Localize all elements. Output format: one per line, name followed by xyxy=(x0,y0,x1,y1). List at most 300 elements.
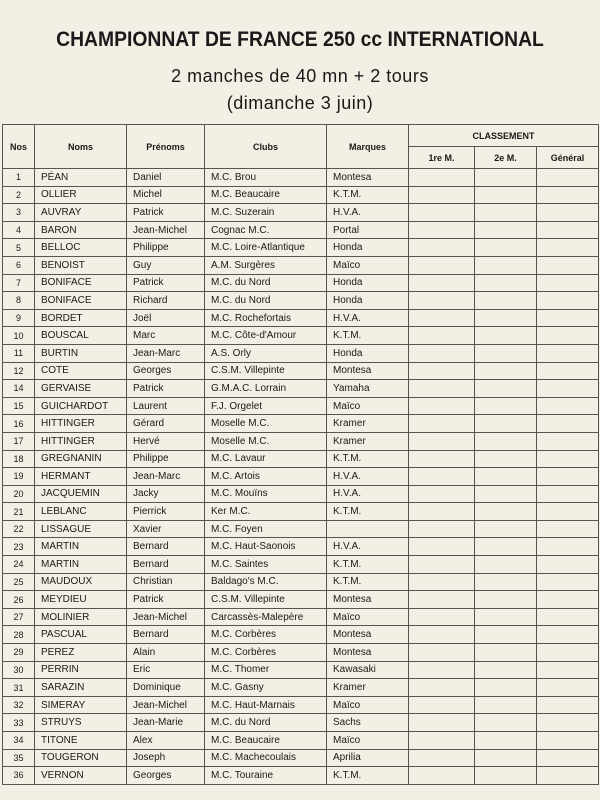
table-row xyxy=(3,767,599,785)
rider-brand: Maïco xyxy=(327,256,409,274)
result-manche-1 xyxy=(409,520,475,538)
rider-number: 23 xyxy=(3,538,35,556)
rider-lastname: MAUDOUX xyxy=(35,573,127,591)
result-manche-1 xyxy=(409,732,475,750)
rider-firstname: Xavier xyxy=(127,520,205,538)
rider-firstname: Michel xyxy=(127,186,205,204)
rider-firstname: Alain xyxy=(127,644,205,662)
result-manche-2 xyxy=(475,327,537,345)
rider-number: 31 xyxy=(3,679,35,697)
rider-brand: K.T.M. xyxy=(327,573,409,591)
rider-number: 15 xyxy=(3,397,35,415)
rider-lastname: COTE xyxy=(35,362,127,380)
rider-lastname: HITTINGER xyxy=(35,415,127,433)
rider-firstname: Bernard xyxy=(127,556,205,574)
rider-firstname: Guy xyxy=(127,256,205,274)
rider-lastname: PÉAN xyxy=(35,169,127,187)
rider-number: 6 xyxy=(3,256,35,274)
result-manche-1 xyxy=(409,767,475,785)
rider-number: 26 xyxy=(3,591,35,609)
rider-club: M.C. Loire-Atlantique xyxy=(205,239,327,257)
result-manche-2 xyxy=(475,344,537,362)
result-manche-1 xyxy=(409,608,475,626)
header-club: Clubs xyxy=(205,125,327,169)
table-row xyxy=(3,239,599,257)
result-general xyxy=(537,239,599,257)
rider-lastname: VERNON xyxy=(35,767,127,785)
rider-club: Cognac M.C. xyxy=(205,221,327,239)
rider-number: 9 xyxy=(3,309,35,327)
rider-brand: H.V.A. xyxy=(327,538,409,556)
rider-lastname: SARAZIN xyxy=(35,679,127,697)
result-general xyxy=(537,732,599,750)
result-general xyxy=(537,274,599,292)
result-general xyxy=(537,292,599,310)
result-manche-2 xyxy=(475,485,537,503)
result-general xyxy=(537,169,599,187)
result-general xyxy=(537,432,599,450)
result-manche-1 xyxy=(409,450,475,468)
result-manche-2 xyxy=(475,608,537,626)
table-row xyxy=(3,608,599,626)
rider-number: 33 xyxy=(3,714,35,732)
table-row xyxy=(3,732,599,750)
header-manche-2: 2e M. xyxy=(475,147,537,169)
race-format-subtitle: 2 manches de 40 mn + 2 tours xyxy=(171,66,429,86)
rider-number: 7 xyxy=(3,274,35,292)
result-general xyxy=(537,468,599,486)
result-general xyxy=(537,415,599,433)
rider-number: 28 xyxy=(3,626,35,644)
rider-lastname: LISSAGUE xyxy=(35,520,127,538)
result-general xyxy=(537,309,599,327)
rider-brand: K.T.M. xyxy=(327,767,409,785)
result-manche-1 xyxy=(409,714,475,732)
rider-firstname: Marc xyxy=(127,327,205,345)
rider-club: Baldago's M.C. xyxy=(205,573,327,591)
result-manche-1 xyxy=(409,309,475,327)
rider-brand: K.T.M. xyxy=(327,503,409,521)
rider-brand: K.T.M. xyxy=(327,450,409,468)
rider-firstname: Georges xyxy=(127,362,205,380)
result-manche-1 xyxy=(409,274,475,292)
rider-firstname: Hervé xyxy=(127,432,205,450)
header-classement: CLASSEMENT xyxy=(409,125,599,147)
rider-brand: Honda xyxy=(327,274,409,292)
rider-firstname: Philippe xyxy=(127,239,205,257)
rider-club: M.C. Gasny xyxy=(205,679,327,697)
rider-brand: Montesa xyxy=(327,644,409,662)
header-marque: Marques xyxy=(327,125,409,169)
rider-brand: Yamaha xyxy=(327,380,409,398)
rider-brand: Kramer xyxy=(327,679,409,697)
rider-firstname: Patrick xyxy=(127,274,205,292)
rider-number: 5 xyxy=(3,239,35,257)
rider-lastname: BENOIST xyxy=(35,256,127,274)
rider-club: G.M.A.C. Lorrain xyxy=(205,380,327,398)
rider-number: 24 xyxy=(3,556,35,574)
rider-number: 11 xyxy=(3,344,35,362)
rider-lastname: PEREZ xyxy=(35,644,127,662)
rider-firstname: Jean-Michel xyxy=(127,608,205,626)
table-row xyxy=(3,696,599,714)
rider-firstname: Richard xyxy=(127,292,205,310)
result-manche-1 xyxy=(409,468,475,486)
rider-club: M.C. Touraine xyxy=(205,767,327,785)
result-general xyxy=(537,679,599,697)
rider-lastname: TITONE xyxy=(35,732,127,750)
rider-firstname: Christian xyxy=(127,573,205,591)
result-general xyxy=(537,767,599,785)
rider-club: M.C. Machecoulais xyxy=(205,749,327,767)
result-manche-2 xyxy=(475,186,537,204)
result-manche-2 xyxy=(475,732,537,750)
table-row xyxy=(3,380,599,398)
rider-brand: Honda xyxy=(327,344,409,362)
table-row xyxy=(3,309,599,327)
result-general xyxy=(537,450,599,468)
result-manche-1 xyxy=(409,169,475,187)
rider-brand: Montesa xyxy=(327,626,409,644)
table-row xyxy=(3,556,599,574)
result-manche-2 xyxy=(475,274,537,292)
rider-club: C.S.M. Villepinte xyxy=(205,362,327,380)
table-row xyxy=(3,485,599,503)
rider-firstname: Philippe xyxy=(127,450,205,468)
table-row xyxy=(3,644,599,662)
rider-number: 25 xyxy=(3,573,35,591)
rider-number: 20 xyxy=(3,485,35,503)
result-manche-2 xyxy=(475,169,537,187)
table-row xyxy=(3,661,599,679)
rider-club: M.C. Artois xyxy=(205,468,327,486)
header-no: Nos xyxy=(3,125,35,169)
rider-list xyxy=(3,169,599,785)
page-title: CHAMPIONNAT DE FRANCE 250 cc INTERNATIONAL xyxy=(56,28,544,51)
rider-lastname: BONIFACE xyxy=(35,292,127,310)
result-manche-2 xyxy=(475,661,537,679)
rider-lastname: BURTIN xyxy=(35,344,127,362)
rider-brand: Maïco xyxy=(327,608,409,626)
result-manche-2 xyxy=(475,450,537,468)
result-manche-1 xyxy=(409,538,475,556)
rider-firstname: Bernard xyxy=(127,626,205,644)
rider-number: 10 xyxy=(3,327,35,345)
result-manche-1 xyxy=(409,397,475,415)
table-row xyxy=(3,186,599,204)
result-general xyxy=(537,503,599,521)
result-manche-2 xyxy=(475,221,537,239)
rider-brand: Montesa xyxy=(327,169,409,187)
rider-number: 14 xyxy=(3,380,35,398)
result-general xyxy=(537,186,599,204)
result-manche-2 xyxy=(475,714,537,732)
result-general xyxy=(537,520,599,538)
result-manche-1 xyxy=(409,556,475,574)
results-table xyxy=(2,124,599,785)
rider-club: Carcassès-Malepère xyxy=(205,608,327,626)
result-manche-2 xyxy=(475,538,537,556)
rider-club: M.C. Haut-Saonois xyxy=(205,538,327,556)
result-manche-2 xyxy=(475,256,537,274)
rider-brand: Portal xyxy=(327,221,409,239)
result-manche-2 xyxy=(475,415,537,433)
rider-club: M.C. Corbères xyxy=(205,644,327,662)
result-general xyxy=(537,256,599,274)
rider-number: 36 xyxy=(3,767,35,785)
result-general xyxy=(537,749,599,767)
result-manche-1 xyxy=(409,432,475,450)
table-row xyxy=(3,503,599,521)
rider-club: M.C. du Nord xyxy=(205,292,327,310)
result-manche-1 xyxy=(409,327,475,345)
rider-firstname: Pierrick xyxy=(127,503,205,521)
result-general xyxy=(537,556,599,574)
rider-number: 29 xyxy=(3,644,35,662)
rider-club: M.C. du Nord xyxy=(205,274,327,292)
race-date: (dimanche 3 juin) xyxy=(226,93,374,113)
rider-club: A.S. Orly xyxy=(205,344,327,362)
rider-club: Moselle M.C. xyxy=(205,415,327,433)
result-general xyxy=(537,714,599,732)
rider-club: M.C. Saintes xyxy=(205,556,327,574)
rider-firstname: Daniel xyxy=(127,169,205,187)
result-manche-2 xyxy=(475,397,537,415)
result-general xyxy=(537,380,599,398)
rider-number: 17 xyxy=(3,432,35,450)
rider-club: M.C. du Nord xyxy=(205,714,327,732)
rider-lastname: MEYDIEU xyxy=(35,591,127,609)
rider-lastname: PERRIN xyxy=(35,661,127,679)
result-manche-2 xyxy=(475,767,537,785)
rider-brand: Aprilia xyxy=(327,749,409,767)
rider-club: C.S.M. Villepinte xyxy=(205,591,327,609)
rider-firstname: Jean-Marc xyxy=(127,468,205,486)
table-row xyxy=(3,749,599,767)
rider-brand: Kramer xyxy=(327,415,409,433)
rider-number: 35 xyxy=(3,749,35,767)
rider-firstname: Jean-Marie xyxy=(127,714,205,732)
result-manche-1 xyxy=(409,626,475,644)
result-manche-1 xyxy=(409,292,475,310)
rider-lastname: PASCUAL xyxy=(35,626,127,644)
result-manche-1 xyxy=(409,415,475,433)
rider-firstname: Patrick xyxy=(127,380,205,398)
table-row xyxy=(3,327,599,345)
rider-firstname: Jean-Michel xyxy=(127,696,205,714)
rider-number: 34 xyxy=(3,732,35,750)
result-manche-2 xyxy=(475,239,537,257)
rider-number: 1 xyxy=(3,169,35,187)
table-row xyxy=(3,450,599,468)
rider-number: 4 xyxy=(3,221,35,239)
result-manche-2 xyxy=(475,626,537,644)
rider-lastname: GERVAISE xyxy=(35,380,127,398)
result-general xyxy=(537,538,599,556)
rider-firstname: Patrick xyxy=(127,204,205,222)
result-manche-1 xyxy=(409,485,475,503)
result-general xyxy=(537,626,599,644)
rider-brand: H.V.A. xyxy=(327,468,409,486)
rider-club: M.C. Suzerain xyxy=(205,204,327,222)
result-manche-2 xyxy=(475,520,537,538)
header-manche-1: 1re M. xyxy=(409,147,475,169)
rider-number: 2 xyxy=(3,186,35,204)
rider-brand: K.T.M. xyxy=(327,186,409,204)
table-row xyxy=(3,591,599,609)
result-general xyxy=(537,644,599,662)
table-row xyxy=(3,292,599,310)
rider-brand: Honda xyxy=(327,239,409,257)
result-general xyxy=(537,204,599,222)
rider-firstname: Eric xyxy=(127,661,205,679)
result-manche-2 xyxy=(475,309,537,327)
rider-lastname: OLLIER xyxy=(35,186,127,204)
rider-brand: Sachs xyxy=(327,714,409,732)
header-general: Général xyxy=(537,147,599,169)
rider-brand: Montesa xyxy=(327,362,409,380)
result-general xyxy=(537,591,599,609)
result-manche-2 xyxy=(475,292,537,310)
rider-lastname: HERMANT xyxy=(35,468,127,486)
table-row xyxy=(3,362,599,380)
result-manche-1 xyxy=(409,204,475,222)
rider-lastname: MARTIN xyxy=(35,556,127,574)
rider-club: M.C. Beaucaire xyxy=(205,186,327,204)
result-manche-2 xyxy=(475,362,537,380)
result-manche-1 xyxy=(409,221,475,239)
result-general xyxy=(537,327,599,345)
result-general xyxy=(537,608,599,626)
header-prenom: Prénoms xyxy=(127,125,205,169)
result-manche-2 xyxy=(475,573,537,591)
table-row xyxy=(3,520,599,538)
table-row xyxy=(3,432,599,450)
table-row xyxy=(3,626,599,644)
table-row xyxy=(3,256,599,274)
rider-brand: Maïco xyxy=(327,732,409,750)
rider-club: M.C. Beaucaire xyxy=(205,732,327,750)
rider-lastname: STRUYS xyxy=(35,714,127,732)
rider-club: Moselle M.C. xyxy=(205,432,327,450)
table-row xyxy=(3,274,599,292)
rider-firstname: Laurent xyxy=(127,397,205,415)
result-general xyxy=(537,485,599,503)
rider-firstname: Alex xyxy=(127,732,205,750)
table-row xyxy=(3,204,599,222)
result-manche-2 xyxy=(475,591,537,609)
rider-firstname: Georges xyxy=(127,767,205,785)
rider-lastname: BELLOC xyxy=(35,239,127,257)
result-manche-2 xyxy=(475,679,537,697)
rider-firstname: Jean-Marc xyxy=(127,344,205,362)
rider-number: 8 xyxy=(3,292,35,310)
result-general xyxy=(537,344,599,362)
rider-firstname: Dominique xyxy=(127,679,205,697)
result-manche-2 xyxy=(475,468,537,486)
rider-club: M.C. Corbères xyxy=(205,626,327,644)
rider-firstname: Patrick xyxy=(127,591,205,609)
rider-club: F.J. Orgelet xyxy=(205,397,327,415)
table-row xyxy=(3,344,599,362)
result-manche-2 xyxy=(475,432,537,450)
rider-brand: K.T.M. xyxy=(327,327,409,345)
rider-number: 30 xyxy=(3,661,35,679)
rider-club: M.C. Lavaur xyxy=(205,450,327,468)
rider-lastname: SIMERAY xyxy=(35,696,127,714)
rider-club: A.M. Surgères xyxy=(205,256,327,274)
rider-lastname: MARTIN xyxy=(35,538,127,556)
rider-lastname: MOLINIER xyxy=(35,608,127,626)
rider-club: M.C. Mouïns xyxy=(205,485,327,503)
rider-lastname: BARON xyxy=(35,221,127,239)
rider-club: M.C. Haut-Marnais xyxy=(205,696,327,714)
rider-brand: H.V.A. xyxy=(327,485,409,503)
rider-brand: H.V.A. xyxy=(327,204,409,222)
rider-club: M.C. Thomer xyxy=(205,661,327,679)
result-manche-1 xyxy=(409,362,475,380)
rider-club: Ker M.C. xyxy=(205,503,327,521)
result-general xyxy=(537,362,599,380)
result-manche-2 xyxy=(475,696,537,714)
table-row xyxy=(3,573,599,591)
result-manche-2 xyxy=(475,556,537,574)
rider-number: 12 xyxy=(3,362,35,380)
result-manche-1 xyxy=(409,644,475,662)
result-general xyxy=(537,573,599,591)
result-manche-1 xyxy=(409,256,475,274)
rider-firstname: Gérard xyxy=(127,415,205,433)
rider-lastname: GUICHARDOT xyxy=(35,397,127,415)
rider-lastname: TOUGERON xyxy=(35,749,127,767)
result-manche-2 xyxy=(475,503,537,521)
result-manche-1 xyxy=(409,239,475,257)
result-general xyxy=(537,397,599,415)
rider-brand: Montesa xyxy=(327,591,409,609)
rider-brand: Kramer xyxy=(327,432,409,450)
rider-lastname: LEBLANC xyxy=(35,503,127,521)
result-general xyxy=(537,696,599,714)
rider-number: 3 xyxy=(3,204,35,222)
result-manche-1 xyxy=(409,380,475,398)
rider-club: M.C. Foyen xyxy=(205,520,327,538)
result-general xyxy=(537,661,599,679)
rider-club: M.C. Brou xyxy=(205,169,327,187)
table-row xyxy=(3,397,599,415)
rider-club: M.C. Côte-d'Amour xyxy=(205,327,327,345)
rider-lastname: JACQUEMIN xyxy=(35,485,127,503)
rider-brand: H.V.A. xyxy=(327,309,409,327)
table-row xyxy=(3,468,599,486)
rider-lastname: HITTINGER xyxy=(35,432,127,450)
rider-firstname: Joël xyxy=(127,309,205,327)
rider-brand xyxy=(327,520,409,538)
rider-number: 19 xyxy=(3,468,35,486)
rider-brand: Maïco xyxy=(327,696,409,714)
rider-firstname: Jacky xyxy=(127,485,205,503)
result-manche-1 xyxy=(409,186,475,204)
rider-lastname: GREGNANIN xyxy=(35,450,127,468)
table-row xyxy=(3,714,599,732)
table-row xyxy=(3,221,599,239)
result-manche-2 xyxy=(475,644,537,662)
rider-lastname: BOUSCAL xyxy=(35,327,127,345)
rider-club: M.C. Rochefortais xyxy=(205,309,327,327)
result-manche-1 xyxy=(409,344,475,362)
result-manche-1 xyxy=(409,573,475,591)
result-manche-2 xyxy=(475,749,537,767)
rider-firstname: Bernard xyxy=(127,538,205,556)
